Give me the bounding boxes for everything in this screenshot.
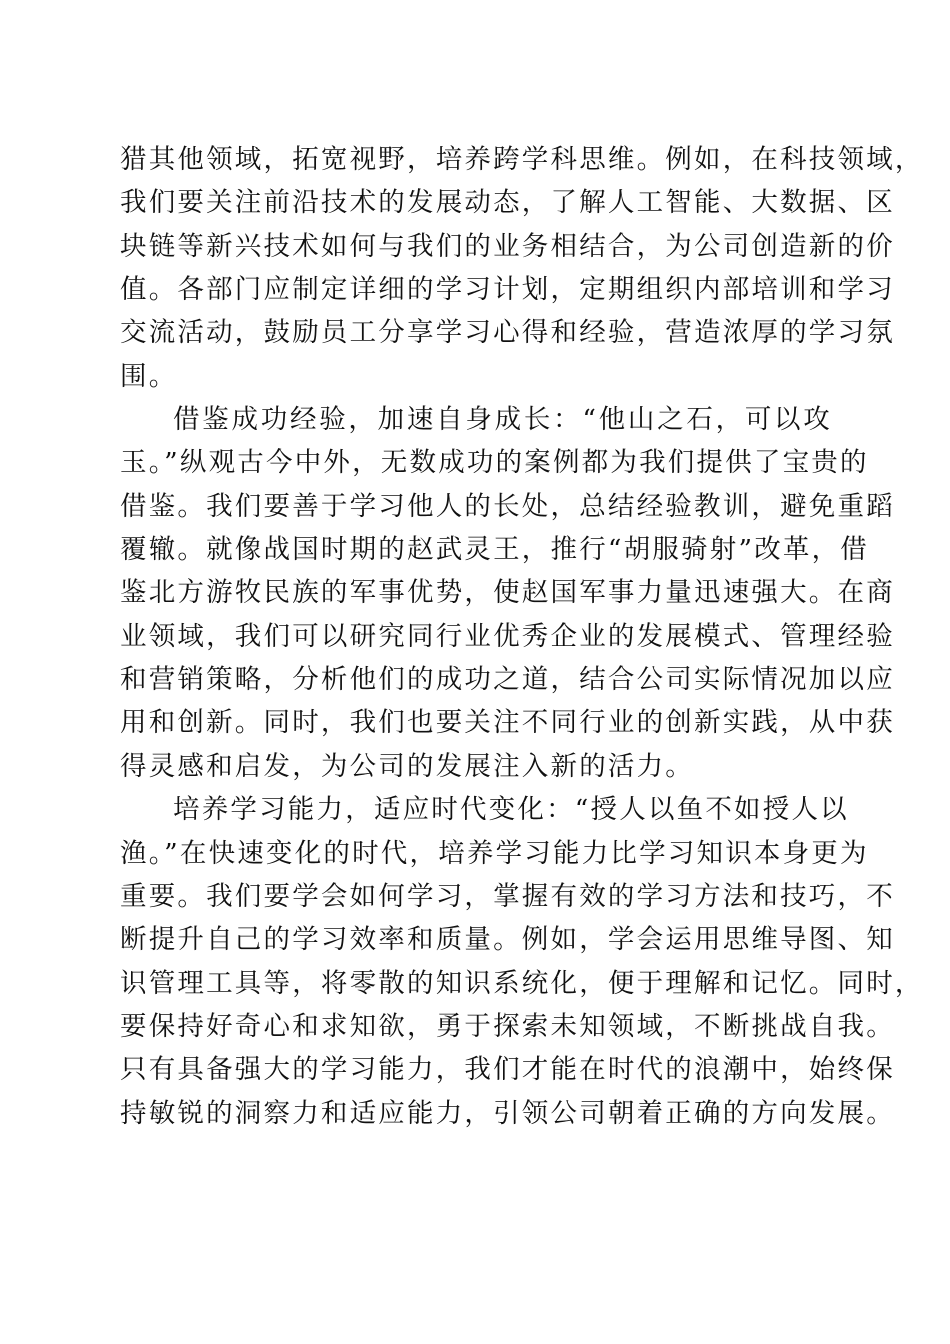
paragraph-line: 业领域，我们可以研究同行业优秀企业的发展模式、管理经验 xyxy=(120,620,895,652)
paragraph-line: 得灵感和启发，为公司的发展注入新的活力。 xyxy=(120,750,694,782)
paragraph-line: 覆辙。就像战国时期的赵武灵王，推行“胡服骑射”改革，借 xyxy=(120,534,869,566)
paragraph-line: 我们要关注前沿技术的发展动态，了解人工智能、大数据、区 xyxy=(120,187,895,219)
paragraph-line: 值。各部门应制定详细的学习计划，定期组织内部培训和学习 xyxy=(120,274,895,306)
paragraph-line: 重要。我们要学会如何学习，掌握有效的学习方法和技巧，不 xyxy=(120,880,895,912)
paragraph-line: 块链等新兴技术如何与我们的业务相结合，为公司创造新的价 xyxy=(120,230,895,262)
paragraph-line: 借鉴成功经验，加速自身成长：“他山之石，可以攻 xyxy=(173,404,832,436)
paragraph-line: 交流活动，鼓励员工分享学习心得和经验，营造浓厚的学习氛 xyxy=(120,317,895,349)
paragraph-line: 用和创新。同时，我们也要关注不同行业的创新实践，从中获 xyxy=(120,707,895,739)
paragraph-3 xyxy=(120,788,924,1135)
paragraph-line: 渔。”在快速变化的时代，培养学习能力比学习知识本身更为 xyxy=(120,837,869,869)
paragraph-2 xyxy=(120,398,895,788)
paragraph-line: 借鉴。我们要善于学习他人的长处，总结经验教训，避免重蹈 xyxy=(120,490,895,522)
paragraph-line: 围。 xyxy=(120,360,178,392)
paragraph-line: 断提升自己的学习效率和质量。例如，学会运用思维导图、知 xyxy=(120,924,895,956)
paragraph-line: 识管理工具等，将零散的知识系统化，便于理解和记忆。同时， xyxy=(120,967,924,999)
paragraph-line: 猎其他领域，拓宽视野，培养跨学科思维。例如，在科技领域， xyxy=(120,144,924,175)
paragraph-line: 玉。”纵观古今中外，无数成功的案例都为我们提供了宝贵的 xyxy=(120,447,869,479)
paragraph-line: 培养学习能力，适应时代变化：“授人以鱼不如授人以 xyxy=(173,794,849,826)
paragraph-line: 和营销策略，分析他们的成功之道，结合公司实际情况加以应 xyxy=(120,664,895,696)
paragraph-line: 鉴北方游牧民族的军事优势，使赵国军事力量迅速强大。在商 xyxy=(120,577,895,609)
paragraph-line: 持敏锐的洞察力和适应能力，引领公司朝着正确的方向发展。 xyxy=(120,1097,895,1129)
paragraph-line: 要保持好奇心和求知欲，勇于探索未知领域，不断挑战自我。 xyxy=(120,1010,895,1042)
paragraph-1 xyxy=(120,138,924,398)
paragraph-line: 只有具备强大的学习能力，我们才能在时代的浪潮中，始终保 xyxy=(120,1054,895,1086)
document-body xyxy=(120,138,924,1135)
